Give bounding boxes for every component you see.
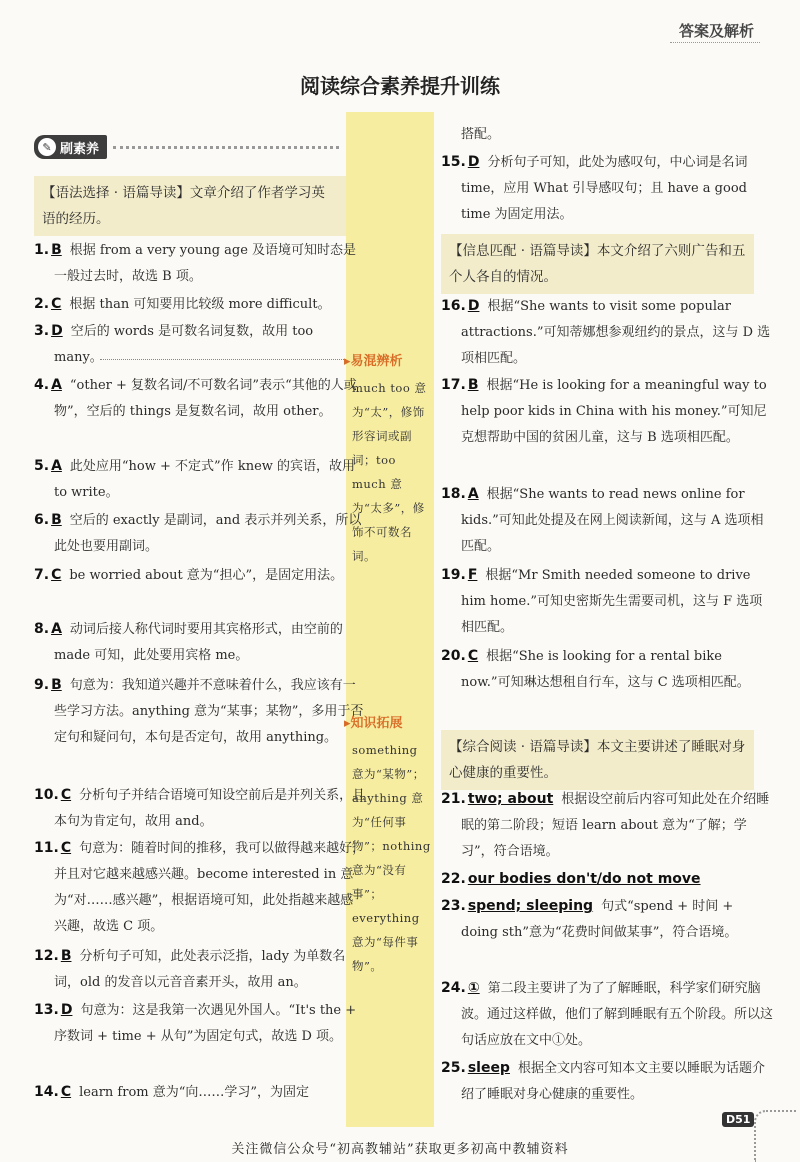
- answer-item-7: 7. C be worried about 意为“担心”，是固定用法。: [34, 567, 344, 583]
- continuation-14: 搭配。: [461, 127, 501, 142]
- arrow-icon: ▸: [344, 716, 351, 731]
- section-badge: [34, 135, 107, 159]
- answer-item-21: 21. two; about 根据设空前后内容可知此处在介绍睡眠的第二阶段；短语 learn about 意为“了解；学习”，符合语境。: [441, 791, 770, 859]
- answer-item-10: 10. C 分析句子并结合语境可知设空前后是并列关系，且本句为肯定句，故用 and。: [34, 787, 366, 829]
- answer-item-23: 23. spend; sleeping 句式“spend + 时间 + doing sth”意为“花费时间做某事”，符合语境。: [441, 898, 738, 940]
- answer-item-4: 4. A “other + 复数名词/不可数名词”表示“其他的人或物”，空后的 things 是复数名词，故用 other。: [34, 377, 357, 419]
- answer-item-20: 20. C 根据“She is looking for a rental bike now.”可知琳达想租自行车，这与 C 选项相匹配。: [441, 648, 750, 690]
- section-header-reading: 【综合阅读 · 语篇导读】本文主要讲述了睡眠对身心健康的重要性。: [441, 730, 754, 790]
- answer-item-5: 5. A 此处应用“how + 不定式”作 knew 的宾语，故用 to write。: [34, 458, 356, 500]
- answer-item-2: 2. C 根据 than 可知要用比较级 more difficult。: [34, 296, 331, 312]
- side-note-heading-extension: ▸知识拓展: [344, 716, 403, 731]
- side-note-confusables: much too 意为“太”，修饰形容词或副词；too much 意为“太多”，修饰不可数名词。: [352, 381, 427, 563]
- footer-note: 关注微信公众号“初高教辅站”获取更多初高中教辅资料: [231, 1142, 569, 1157]
- side-note-heading-confusables: ▸易混辨析: [344, 354, 403, 369]
- answer-item-13: 13. D 句意为：这是我第一次遇见外国人。“It's the + 序数词 + time + 从句”为固定句式，故选 D 项。: [34, 1002, 357, 1044]
- answer-item-25: 25. sleep 根据全文内容可知本文主要以睡眠为话题介绍了睡眠对身心健康的重要性。: [441, 1060, 765, 1102]
- answer-item-11: 11. C 句意为：随着时间的推移，我可以做得越来越好，并且对它越来越感兴趣。become interested in 意为“对……感兴趣”，根据语境可知，此处指越来越感兴趣，故选 C 项。: [34, 840, 366, 934]
- answer-item-12: 12. B 分析句子可知，此处表示泛指，lady 为单数名词，old 的发音以元音音素开头，故用 an。: [34, 948, 346, 990]
- badge-label: 刷素养: [60, 141, 100, 157]
- header-label: 答案及解析: [678, 22, 754, 40]
- badge-row: [34, 134, 339, 160]
- answer-item-19: 19. F 根据“Mr Smith needed someone to drive him home.”可知史密斯先生需要司机，这与 F 选项相匹配。: [441, 567, 763, 635]
- answer-item-6: 6. B 空后的 exactly 是副词，and 表示并列关系，所以此处也要用副词。: [34, 512, 362, 554]
- header-rule: [670, 42, 760, 43]
- page-title: 阅读综合素养提升训练: [300, 74, 500, 98]
- side-note-extension: something 意为“某物”；anything 意为“任何事物”；nothing 意为“没有事”；everything 意为“每件事物”。: [352, 743, 431, 973]
- section-header-matching: 【信息匹配 · 语篇导读】本文介绍了六则广告和五个人各自的情况。: [441, 234, 754, 294]
- answer-item-24: 24. ① 第二段主要讲了为了了解睡眠，科学家们研究脑波。通过这样做，他们了解到睡眠有五个阶段。所以这句话应放在文中①处。: [441, 980, 774, 1048]
- answer-item-16: 16. D 根据“She wants to visit some popular attractions.”可知蒂娜想参观纽约的景点，这与 D 选项相匹配。: [441, 298, 771, 366]
- pencil-icon: ✎: [38, 138, 56, 156]
- answer-item-9: 9. B 句意为：我知道兴趣并不意味着什么，我应该有一些学习方法。anything 意为“某事；某物”，多用于否定句和疑问句，本句是否定句，故用 anything。: [34, 677, 364, 745]
- answer-item-17: 17. B 根据“He is looking for a meaningful way to help poor kids in China with his money.”可知尼克想帮助中国的贫困儿童，这与 B 选项相匹配。: [441, 377, 767, 445]
- note-connector-line: [100, 359, 346, 360]
- section-header-grammar: 【语法选择 · 语篇导读】文章介绍了作者学习英语的经历。: [34, 176, 346, 236]
- page-number: D51: [722, 1112, 754, 1127]
- answer-item-8: 8. A 动词后接人称代词时要用其宾格形式，由空前的 made 可知，此处要用宾格 me。: [34, 621, 343, 663]
- answer-item-3: 3. D 空后的 words 是可数名词复数，故用 too many。: [34, 323, 314, 365]
- answer-item-18: 18. A 根据“She wants to read news online for kids.”可知此处提及在网上阅读新闻，这与 A 选项相匹配。: [441, 486, 764, 554]
- badge-dotted-line: [113, 146, 339, 149]
- answer-item-22: 22. our bodies don't/do not move: [441, 871, 701, 887]
- answer-item-14: 14. C learn from 意为“向……学习”，为固定: [34, 1084, 310, 1100]
- answer-item-1: 1. B 根据 from a very young age 及语境可知时态是一般过去时，故选 B 项。: [34, 242, 357, 284]
- answer-item-15: 15. D 分析句子可知，此处为感叹句，中心词是名词 time，应用 What 引导感叹句；且 have a good time 为固定用法。: [441, 154, 748, 222]
- arrow-icon: ▸: [344, 354, 351, 369]
